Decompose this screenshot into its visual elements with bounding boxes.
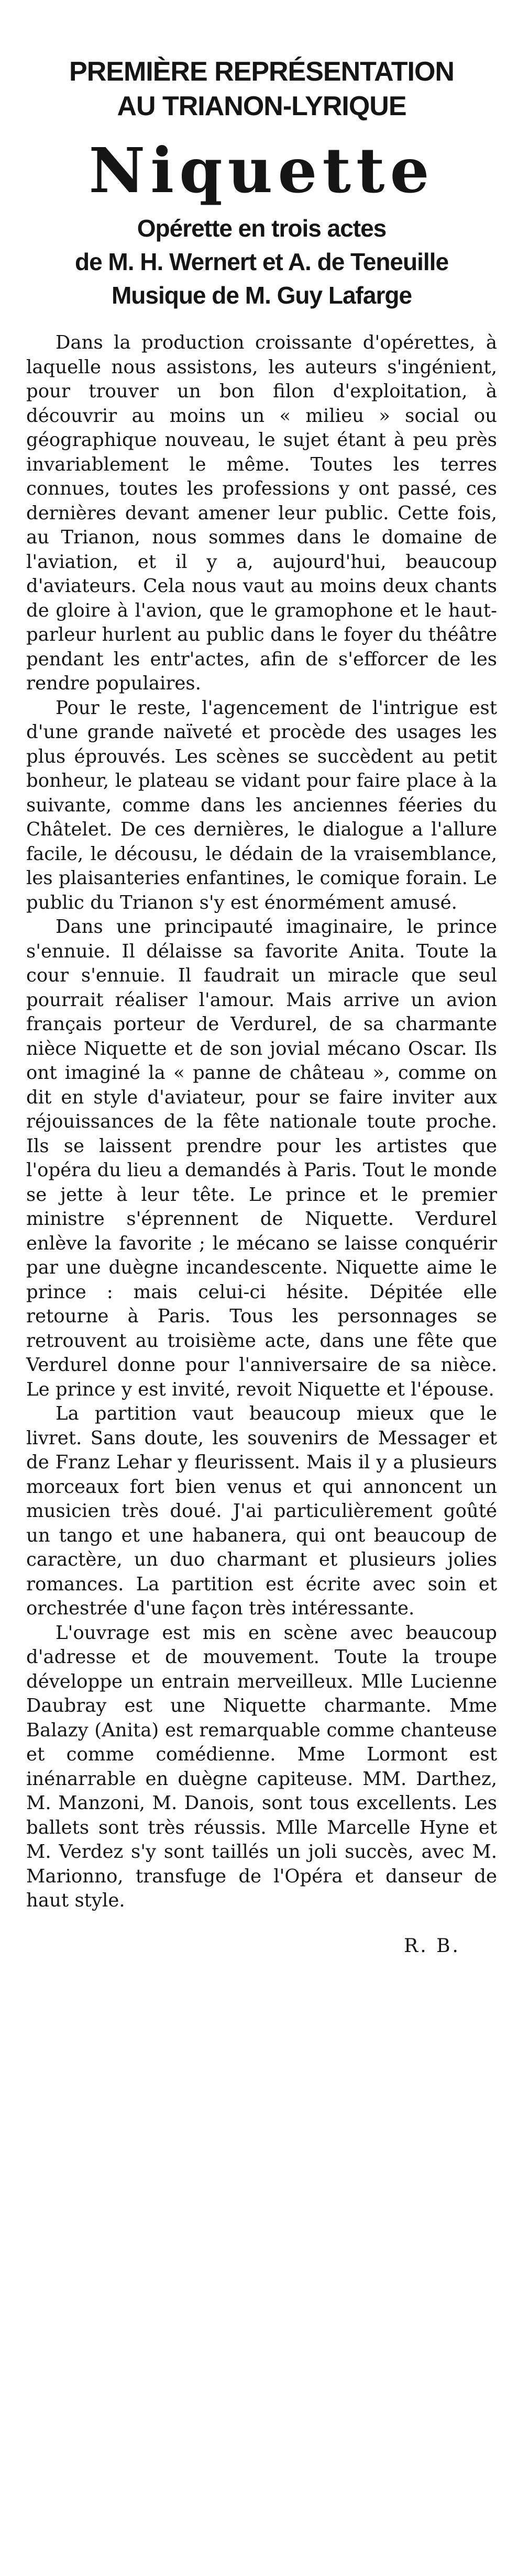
kicker-line-1: PREMIÈRE REPRÉSENTATION	[69, 57, 454, 87]
kicker-line-2: AU TRIANON-LYRIQUE	[117, 91, 406, 121]
paragraph-plot: Dans une principauté imaginaire, le prince s'ennuie. Il délaisse sa favorite Anita. Toute la cour s'ennuie. Il faudrait un miracle que seul pourrait réaliser l'amour. Mais arrive un avion français porteur de Verdurel, de sa charmante nièce Niquette et de son jovial mécano Oscar. Ils ont imaginé la « panne de château », comme on dit en style d'aviateur, pour se faire inviter aux réjouissances de la fête nationale toute proche. Ils se laissent prendre pour les artistes que l'opéra du lieu a demandés à Paris. Tout le monde se jette à leur tête. Le prince et le premier ministre s'éprennent de Niquette. Verdurel enlève la favorite ; le mécano se laisse conquérir par une duègne incandescente. Niquette aime le prince : mais celui-ci hésite. Dépitée elle retourne à Paris. Tous les personnages se retrouvent au troisième acte, dans une fête que Verdurel donne pour l'anniversaire de sa nièce. Le prince y est invité, revoit Niquette et l'épouse.	[26, 916, 497, 1400]
paragraph-intro: Dans la production croissante d'opérettes, à laquelle nous assistons, les auteurs s'ingénient, pour trouver un bon filon d'exploitation, à découvrir au moins un « milieu » social ou géographique nouveau, le sujet étant à peu près invariablement le même. Toutes les terres connues, toutes les professions y ont passé, ces dernières devant amener leur public. Cette fois, au Trianon, nous sommes dans le domaine de l'aviation, et il y a, aujourd'hui, beaucoup d'aviateurs. Cela nous vaut au moins deux chants de gloire à l'avion, que le gramophone et le haut-parleur hurlent au public dans le foyer du théâtre pendant les entr'actes, afin de s'efforcer de les rendre populaires.	[26, 332, 497, 694]
paragraph-intrigue: Pour le reste, l'agencement de l'intrigue est d'une grande naïveté et procède des usages les plus éprouvés. Les scènes se succèdent au petit bonheur, le plateau se vidant pour faire place à la suivante, comme dans les anciennes féeries du Châtelet. De ces dernières, le dialogue a l'allure facile, le décousu, le dédain de la vraisemblance, les plaisanteries enfantines, le comique forain. Le public du Trianon s'y est énormément amusé.	[26, 697, 497, 913]
play-title: Niquette	[89, 134, 435, 207]
subtitle-authors: de M. H. Wernert et A. de Teneuille	[74, 248, 449, 275]
article-body	[26, 331, 497, 1913]
subtitle-genre: Opérette en trois actes	[137, 215, 387, 242]
signature: R. B.	[404, 1935, 460, 1957]
subtitle-composer: Musique de M. Guy Lafarge	[111, 282, 412, 309]
paragraph-cast: L'ouvrage est mis en scène avec beaucoup d'adresse et de mouvement. Toute la troupe développe un entrain merveilleux. Mlle Lucienne Daubray est une Niquette charmante. Mme Balazy (Anita) est remarquable comme chanteuse et comme comédienne. Mme Lormont est inénarrable en duègne capiteuse. MM. Darthez, M. Manzoni, M. Danois, sont tous excellents. Les ballets sont très réussis. Mlle Marcelle Hyne et M. Verdez s'y sont taillés un joli succès, avec M. Marionno, transfuge de l'Opéra et danseur de haut style.	[26, 1622, 497, 1911]
paragraph-score: La partition vaut beaucoup mieux que le livret. Sans doute, les souvenirs de Messager et de Franz Lehar y fleurissent. Mais il y a plusieurs morceaux fort bien venus et qui annoncent un musicien très doué. J'ai particulièrement goûté un tango et une habanera, qui ont beaucoup de caractère, un duo charmant et plusieurs jolies romances. La partition est écrite avec soin et orchestrée d'une façon très intéressante.	[26, 1403, 497, 1619]
